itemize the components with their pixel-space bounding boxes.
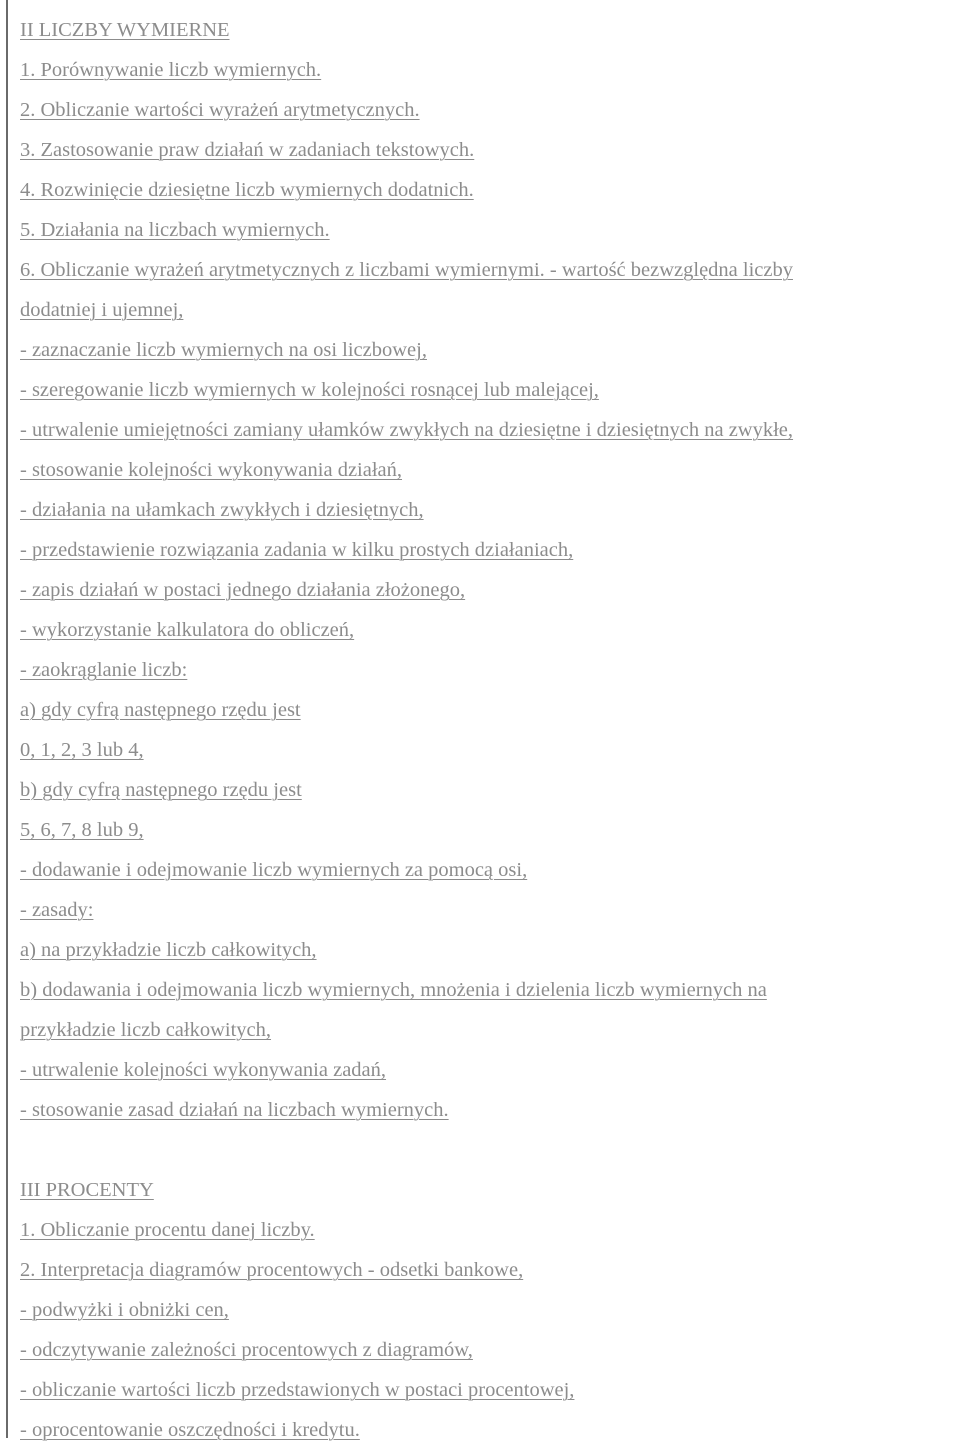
- list-item: b) gdy cyfrą następnego rzędu jest: [20, 779, 302, 801]
- list-item: 5, 6, 7, 8 lub 9,: [20, 819, 144, 841]
- list-item: - dodawanie i odejmowanie liczb wymiernych za pomocą osi,: [20, 859, 528, 881]
- list-item: 5. Działania na liczbach wymiernych.: [20, 219, 330, 241]
- list-item: przykładzie liczb całkowitych,: [20, 1019, 272, 1041]
- list-item: - zaznaczanie liczb wymiernych na osi liczbowej,: [20, 339, 427, 361]
- left-margin-rule: [6, 0, 8, 1438]
- list-item: 4. Rozwinięcie dziesiętne liczb wymiernych dodatnich.: [20, 179, 474, 201]
- list-item: - działania na ułamkach zwykłych i dziesiętnych,: [20, 499, 424, 521]
- list-item: 3. Zastosowanie praw działań w zadaniach tekstowych.: [20, 139, 475, 161]
- list-item: dodatniej i ujemnej,: [20, 299, 184, 321]
- list-item: a) gdy cyfrą następnego rzędu jest: [20, 699, 301, 721]
- list-item: - zaokrąglanie liczb:: [20, 659, 188, 681]
- list-item: - zapis działań w postaci jednego działania złożonego,: [20, 579, 466, 601]
- list-item: - szeregowanie liczb wymiernych w kolejności rosnącej lub malejącej,: [20, 379, 599, 401]
- list-item: - odczytywanie zależności procentowych z diagramów,: [20, 1339, 473, 1361]
- list-item: 2. Interpretacja diagramów procentowych - odsetki bankowe,: [20, 1259, 524, 1281]
- list-item: - wykorzystanie kalkulatora do obliczeń,: [20, 619, 355, 641]
- list-item: b) dodawania i odejmowania liczb wymiernych, mnożenia i dzielenia liczb wymiernych na: [20, 979, 767, 1001]
- list-item: - obliczanie wartości liczb przedstawionych w postaci procentowej,: [20, 1379, 575, 1401]
- list-item: - zasady:: [20, 899, 94, 921]
- list-item: - przedstawienie rozwiązania zadania w kilku prostych działaniach,: [20, 539, 574, 561]
- section-spacer: [20, 1130, 955, 1170]
- list-item: 6. Obliczanie wyrażeń arytmetycznych z liczbami wymiernymi. - wartość bezwzględna liczby: [20, 259, 793, 281]
- list-item: a) na przykładzie liczb całkowitych,: [20, 939, 317, 961]
- list-item: - podwyżki i obniżki cen,: [20, 1299, 229, 1321]
- list-item: - utrwalenie kolejności wykonywania zadań,: [20, 1059, 387, 1081]
- list-item: 1. Porównywanie liczb wymiernych.: [20, 59, 322, 81]
- section-heading-procenty: III PROCENTY: [20, 1179, 154, 1201]
- list-item: 0, 1, 2, 3 lub 4,: [20, 739, 144, 761]
- list-item: - utrwalenie umiejętności zamiany ułamków zwykłych na dziesiętne i dziesiętnych na zwykłe,: [20, 419, 794, 441]
- curriculum-text: [20, 10, 955, 1450]
- section-heading-liczby-wymierne: II LICZBY WYMIERNE: [20, 19, 230, 41]
- list-item: - stosowanie zasad działań na liczbach wymiernych.: [20, 1099, 449, 1121]
- list-item: 1. Obliczanie procentu danej liczby.: [20, 1219, 315, 1241]
- list-item: 2. Obliczanie wartości wyrażeń arytmetycznych.: [20, 99, 420, 121]
- list-item: - oprocentowanie oszczędności i kredytu.: [20, 1419, 360, 1441]
- list-item: - stosowanie kolejności wykonywania działań,: [20, 459, 403, 481]
